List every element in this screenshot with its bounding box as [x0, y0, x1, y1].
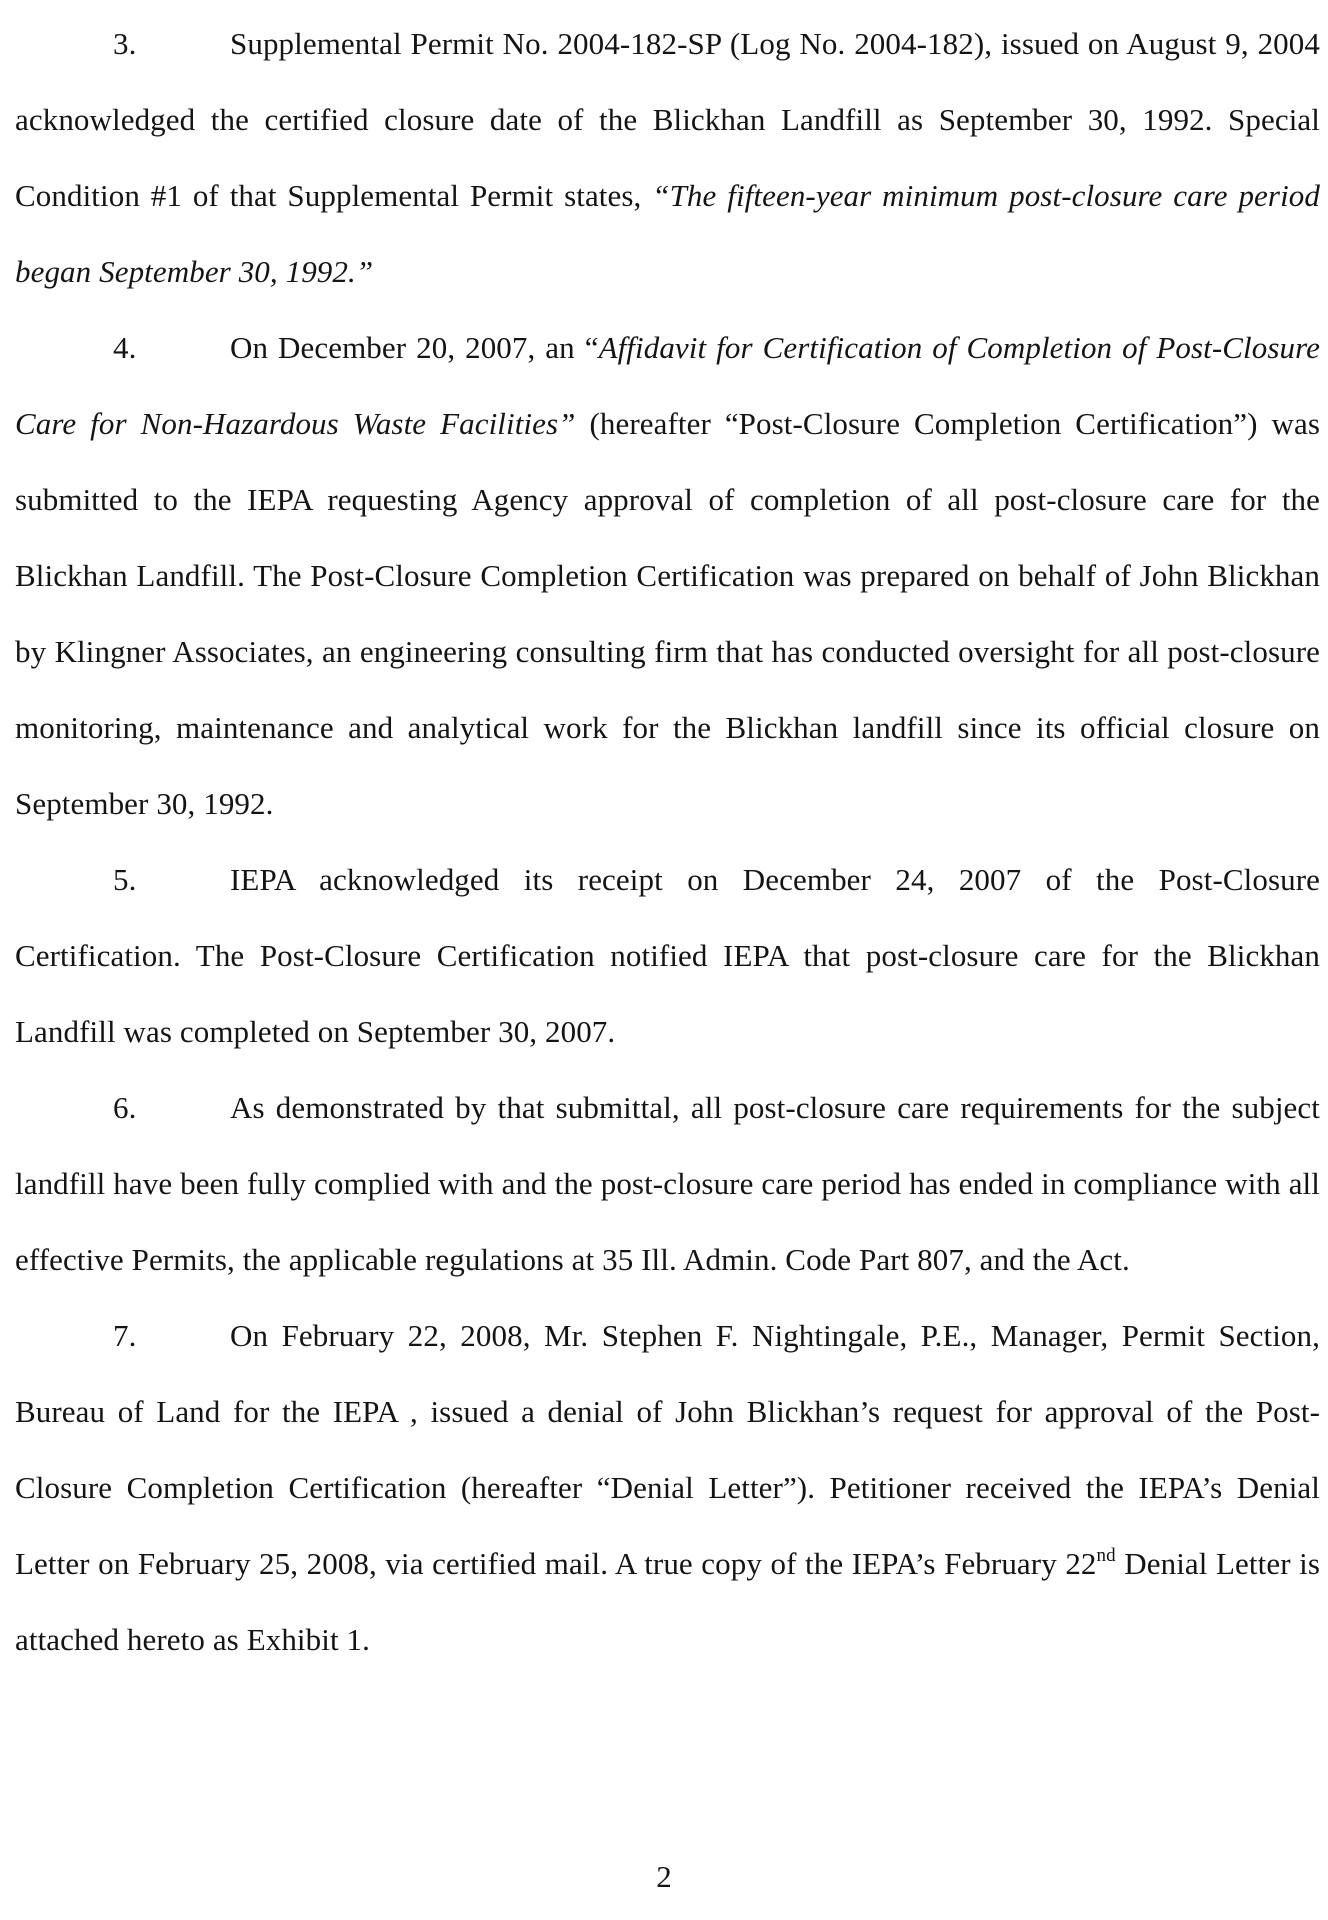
paragraph-text: IEPA acknowledged its receipt on December 24, 2007 of the Post-Closure Certification. The Post-Closure Certification notified IEPA that post-closure care for the Blickhan Landfill was completed on September 30, 2007.	[15, 862, 1320, 1049]
paragraph-text: Supplemental Permit No. 2004-182-SP (Log No. 2004-182), issued on August 9, 2004 acknowledged the certified closure date of the Blickhan Landfill as September 30, 1992. Special Condition #1 of that Supplemental Permit states,	[15, 26, 1320, 213]
paragraph-text: Denial Letter is attached hereto as Exhibit 1.	[15, 1546, 1321, 1657]
paragraph-6	[15, 1070, 1320, 1298]
paragraph-text: (hereafter “Post-Closure Completion Certification”) was submitted to the IEPA requesting Agency approval of completion of all post-closure care for the Blickhan Landfill. The Post-Closure Completion Certification was prepared on behalf of John Blickhan by Klingner Associates, an engineering consulting firm that has conducted oversight for all post-closure monitoring, maintenance and analytical work for the Blickhan landfill since its official closure on September 30, 1992.	[15, 406, 1320, 821]
paragraph-number: 3.	[113, 26, 137, 61]
paragraph-text: On February 22, 2008, Mr. Stephen F. Nightingale, P.E., Manager, Permit Section, Bureau of Land for the IEPA , issued a denial of John Blickhan’s request for approval of the Post-Closure Completion Certification (hereafter “Denial Letter”). Petitioner received the IEPA’s Denial Letter on February 25, 2008, via certified mail. A true copy of the IEPA’s February 22	[15, 1318, 1320, 1581]
quoted-special-condition: “The fifteen-year minimum post-closure care period began September 30, 1992.”	[15, 178, 1320, 289]
paragraph-5	[15, 842, 1320, 1070]
paragraph-number: 6.	[113, 1090, 137, 1125]
document-body	[15, 6, 1320, 1678]
affidavit-title: Affidavit for Certification of Completion of Post-Closure Care for Non-Hazardous Waste Facilities”	[15, 330, 1321, 441]
paragraph-text: On December 20, 2007, an “	[230, 330, 599, 365]
ordinal-superscript: nd	[1096, 1545, 1116, 1566]
paragraph-number: 5.	[113, 862, 137, 897]
paragraph-text: As demonstrated by that submittal, all post-closure care requirements for the subject landfill have been fully complied with and the post-closure care period has ended in compliance with all effective Permits, the applicable regulations at 35 Ill. Admin. Code Part 807, and the Act.	[15, 1090, 1320, 1277]
paragraph-4	[15, 310, 1320, 842]
paragraph-number: 4.	[113, 330, 137, 365]
paragraph-7	[15, 1298, 1320, 1678]
page-number: 2	[656, 1859, 672, 1894]
paragraph-number: 7.	[113, 1318, 137, 1353]
paragraph-3	[15, 6, 1320, 310]
